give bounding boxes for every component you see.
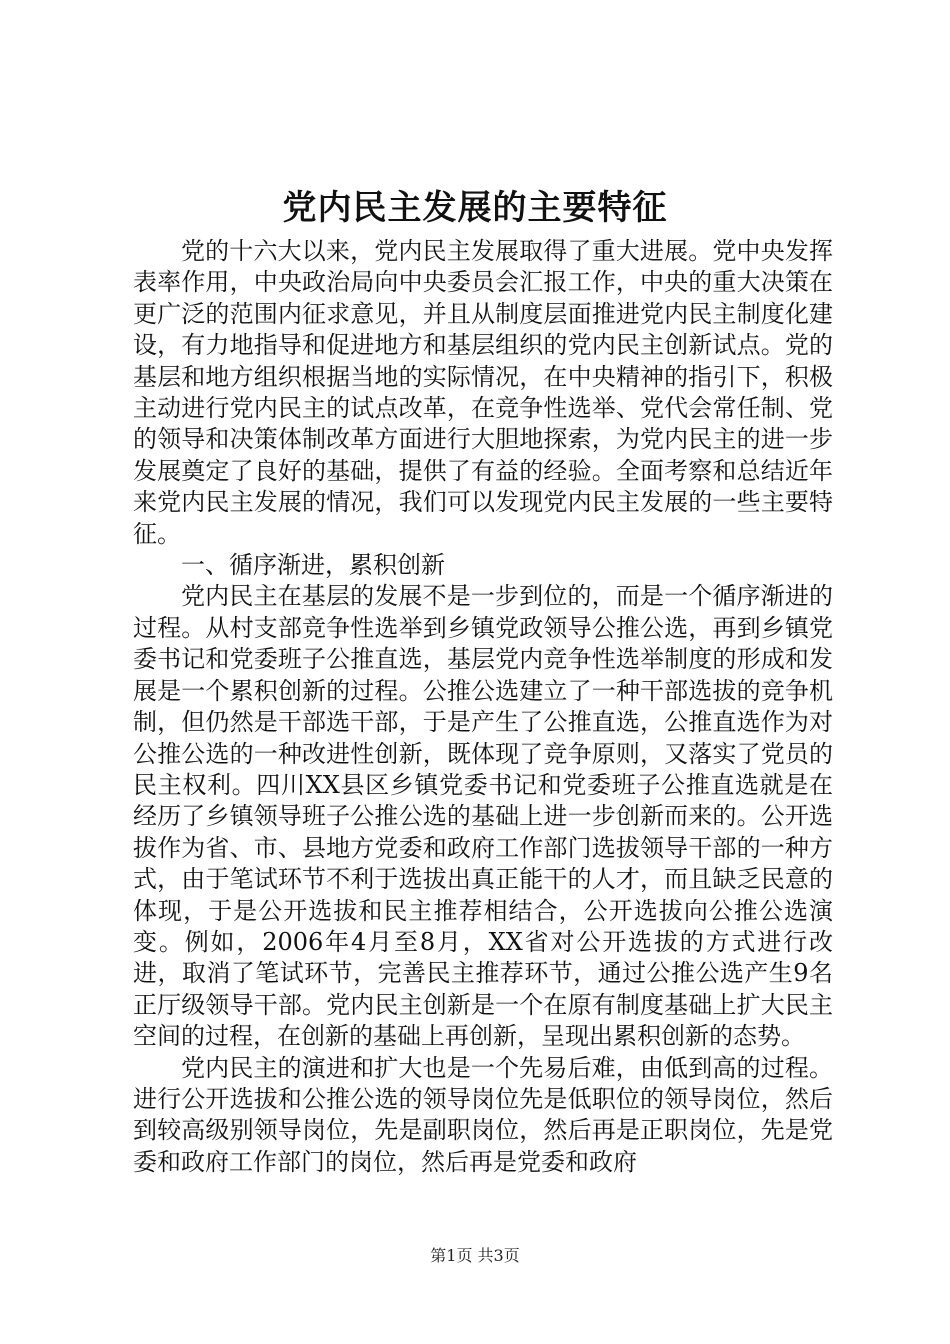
- document-body: [133, 236, 833, 1178]
- section-heading: 一、循序渐进，累积创新: [181, 551, 445, 580]
- paragraph-easy-to-hard: 党内民主的演进和扩大也是一个先易后难，由低到高的过程。进行公开选拔和公推公选的领导岗位先是低职位的领导岗位，然后到较高级别领导岗位，先是副职岗位，然后再是正职岗位，先是党委和政府工作部门的岗位，然后再是党委和政府: [133, 1053, 833, 1176]
- page-number: 第1页 共3页: [430, 1246, 520, 1265]
- paragraph-gradual-progress: 党内民主在基层的发展不是一步到位的，而是一个循序渐进的过程。从村支部竞争性选举到乡镇党政领导公推公选，再到乡镇党委书记和党委班子公推直选，基层党内竞争性选举制度的形成和发展是一个累积创新的过程。公推公选建立了一种干部选拔的竞争机制，但仍然是干部选干部，于是产生了公推直选，公推直选作为对公推公选的一种改进性创新，既体现了竞争原则，又落实了党员的民主权利。四川XX县区乡镇党委书记和党委班子公推直选就是在经历了乡镇领导班子公推公选的基础上进一步创新而来的。公开选拔作为省、市、县地方党委和政府工作部门选拔领导干部的一种方式，由于笔试环节不利于选拔出真正能干的人才，而且缺乏民意的体现，于是公开选拔和民主推荐相结合，公开选拔向公推公选演变。例如，2006年4月至8月，XX省对公开选拔的方式进行改进，取消了笔试环节，完善民主推荐环节，通过公推公选产生9名正厅级领导干部。党内民主创新是一个在原有制度基础上扩大民主空间的过程，在创新的基础上再创新，呈现出累积创新的态势。: [133, 582, 833, 1051]
- document-title: 党内民主发展的主要特征: [282, 188, 668, 228]
- paragraph-intro: 党的十六大以来，党内民主发展取得了重大进展。党中央发挥表率作用，中央政治局向中央委员会汇报工作，中央的重大决策在更广泛的范围内征求意见，并且从制度层面推进党内民主制度化建设，有力地指导和促进地方和基层组织的党内民主创新试点。党的基层和地方组织根据当地的实际情况，在中央精神的指引下，积极主动进行党内民主的试点改革，在竞争性选举、党代会常任制、党的领导和决策体制改革方面进行大胆地探索，为党内民主的进一步发展奠定了良好的基础，提供了有益的经验。全面考察和总结近年来党内民主发展的情况，我们可以发现党内民主发展的一些主要特征。: [133, 237, 833, 548]
